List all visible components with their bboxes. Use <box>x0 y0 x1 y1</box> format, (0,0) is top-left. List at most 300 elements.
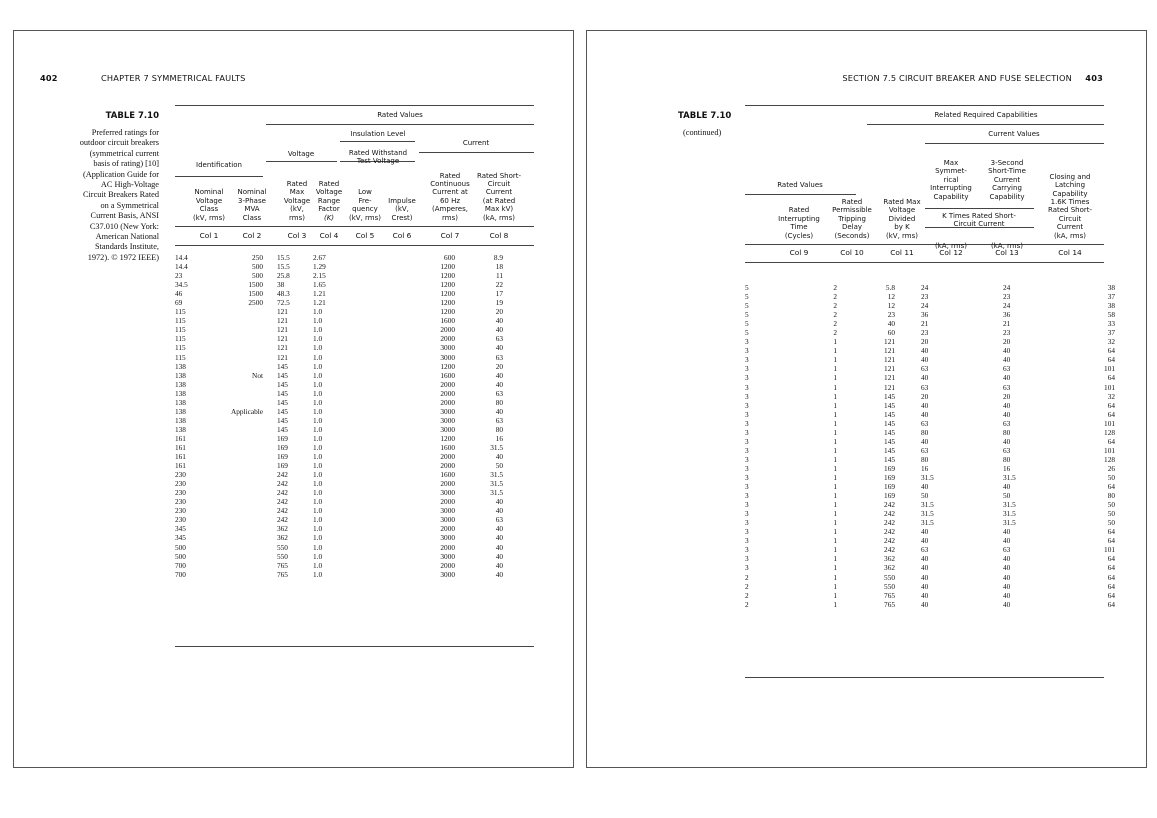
table-cell: 362 <box>884 563 895 573</box>
table-cell: 40 <box>1003 599 1011 609</box>
table-cell: 64 <box>1107 554 1115 564</box>
table-cell: 40 <box>1003 554 1011 564</box>
column-header <box>316 180 342 222</box>
table-cell: 1.0 <box>313 488 323 498</box>
table-cell: 121 <box>884 346 895 356</box>
column-label: Col 1 <box>199 231 219 240</box>
table-cell: 40 <box>1003 436 1011 446</box>
caption-line: Preferred ratings for <box>91 128 159 137</box>
table-cell: 1 <box>833 436 837 446</box>
table-cell: 1 <box>833 527 837 537</box>
column-header-line: Continuous <box>430 180 470 188</box>
column-label: Col 14 <box>1058 248 1082 257</box>
table-cell: 3 <box>745 346 749 356</box>
column-header-line: Delay <box>841 223 863 232</box>
running-head: SECTION 7.5 CIRCUIT BREAKER AND FUSE SELECTION <box>842 73 1072 83</box>
k-times-line: K Times Rated Short- <box>942 212 1016 220</box>
column-label: Col 5 <box>355 231 375 240</box>
table-row <box>745 346 1115 355</box>
table-cell: 20 <box>921 391 929 401</box>
table-cell: 1 <box>833 554 837 564</box>
table-cell: 1.0 <box>313 343 323 353</box>
table-cell: 101 <box>1104 382 1115 392</box>
table-cell: 40 <box>495 506 503 516</box>
table-label: TABLE 7.10 <box>678 111 732 121</box>
table-cell <box>219 334 263 343</box>
table-cell: 1 <box>833 500 837 510</box>
table-cell: 40 <box>1003 373 1011 383</box>
table-cell: 31.5 <box>490 470 503 480</box>
table-cell: 3 <box>745 545 749 555</box>
table-cell: 1200 <box>440 280 455 290</box>
k-times-line: Circuit Current <box>953 220 1005 229</box>
table-cell: 60 <box>887 328 895 338</box>
table-cell: 24 <box>921 301 929 311</box>
table-cell <box>219 353 263 362</box>
table-cell: 145 <box>277 370 288 380</box>
table-cell: 63 <box>921 418 929 428</box>
table-cell: 32 <box>1107 391 1115 401</box>
column-header-line: Voltage <box>283 196 311 205</box>
table-cell: 169 <box>277 452 288 462</box>
table-cell: 145 <box>277 388 288 398</box>
table-cell <box>383 353 413 362</box>
table-cell: 242 <box>277 506 288 516</box>
table-cell: 3 <box>745 337 749 347</box>
table-cell: 50 <box>1107 509 1115 519</box>
table-row <box>175 362 503 371</box>
table-row <box>175 443 503 452</box>
table-cell: 2 <box>745 581 749 591</box>
current-header: Current <box>462 139 490 147</box>
table-row <box>175 515 503 524</box>
table-cell: 1.0 <box>313 560 323 570</box>
table-cell: 24 <box>1003 283 1011 292</box>
table-cell <box>349 416 383 425</box>
table-cell: 64 <box>1107 563 1115 573</box>
table-cell: 31.5 <box>921 518 934 528</box>
column-header-line: Rated Short- <box>476 171 522 180</box>
caption-line: American National <box>95 232 159 242</box>
table-cell: 63 <box>1003 364 1011 374</box>
table-cell: 242 <box>277 479 288 489</box>
table-cell: 3000 <box>440 406 455 416</box>
table-cell: 3 <box>745 509 749 519</box>
column-header-line: Rated Short- <box>1047 206 1093 215</box>
table-cell: 2000 <box>440 325 455 335</box>
table-cell: 1.0 <box>313 415 323 425</box>
column-header-line: 3-Phase <box>238 196 266 205</box>
table-cell <box>383 289 413 298</box>
table-cell: 121 <box>884 337 895 347</box>
table-cell: 1.0 <box>313 479 323 489</box>
column-header <box>883 198 920 240</box>
table-cell: 3 <box>745 373 749 383</box>
table-cell: 550 <box>884 581 895 591</box>
table-row <box>175 371 503 380</box>
table-cell <box>383 533 413 542</box>
table-cell: 80 <box>1107 491 1115 501</box>
table-cell: 64 <box>1107 536 1115 546</box>
table-cell: 80 <box>921 427 929 437</box>
table-cell: 1 <box>833 418 837 428</box>
table-cell <box>349 298 383 307</box>
table-cell: 31.5 <box>921 472 934 482</box>
column-header-line: (Seconds) <box>834 231 870 240</box>
table-cell: 500 <box>252 271 263 281</box>
table-cell: 3 <box>745 554 749 564</box>
table-cell: 64 <box>1107 355 1115 365</box>
column-header-line: Symmet- <box>935 167 967 176</box>
table-cell <box>383 253 413 262</box>
table-cell <box>383 316 413 325</box>
table-cell: 40 <box>1003 346 1011 356</box>
table-cell <box>383 552 413 561</box>
table-cell: 12 <box>887 301 895 311</box>
column-header <box>988 159 1026 201</box>
column-header-line: (Cycles) <box>784 231 814 240</box>
rated-values-rule <box>745 194 856 195</box>
table-cell: 16 <box>1003 463 1011 473</box>
table-cell <box>349 533 383 542</box>
column-header-line: Interrupting <box>778 214 820 223</box>
column-header-line: Voltage <box>888 206 916 215</box>
table-cell: 40 <box>887 319 895 329</box>
table-cell: 46 <box>175 289 183 299</box>
table-cell: 138 <box>175 424 186 434</box>
caption-line: (symmetrical current <box>89 148 159 158</box>
column-header-line: Rated <box>841 198 863 206</box>
column-header-line: Max <box>943 159 959 167</box>
table-cell <box>383 398 413 407</box>
column-header-line: Low <box>358 188 372 197</box>
table-cell <box>349 280 383 289</box>
table-cell <box>219 515 263 524</box>
table-bottom-rule <box>175 646 534 647</box>
table-cell: 115 <box>175 334 186 344</box>
table-cell: 20 <box>495 361 503 371</box>
table-cell: 64 <box>1107 436 1115 446</box>
table-cell: 11 <box>495 271 503 281</box>
table-cell: 48.3 <box>277 289 290 299</box>
table-cell: 1.29 <box>313 262 326 272</box>
table-cell: 1.21 <box>313 298 326 308</box>
table-cell: 242 <box>884 545 895 555</box>
column-header-line: Capability <box>1052 189 1088 198</box>
table-cell: 2 <box>833 319 837 329</box>
table-cell: 169 <box>884 463 895 473</box>
table-row <box>175 452 503 461</box>
table-row <box>745 283 1115 292</box>
column-label: Col 11 <box>890 248 914 257</box>
table-row <box>175 353 503 362</box>
table-cell: 3 <box>745 536 749 546</box>
table-cell: 145 <box>884 400 895 410</box>
table-row <box>175 479 503 488</box>
table-cell: 36 <box>921 310 929 320</box>
table-cell: 1.0 <box>313 397 323 407</box>
table-cell: 1.0 <box>313 361 323 371</box>
table-cell <box>219 416 263 425</box>
table-cell: 1 <box>833 346 837 356</box>
table-cell <box>383 371 413 380</box>
table-cell <box>219 479 263 488</box>
table-row <box>175 325 503 334</box>
table-cell: 2500 <box>248 298 263 308</box>
table-cell: 2000 <box>440 479 455 489</box>
table-row <box>175 407 503 416</box>
table-cell: 2000 <box>440 497 455 507</box>
table-cell: 23 <box>1003 328 1011 338</box>
table-cell <box>219 443 263 452</box>
capability-rule <box>925 208 1034 209</box>
table-cell: 40 <box>921 527 929 537</box>
table-cell: 16 <box>921 463 929 473</box>
column-header-line: Class <box>242 213 262 222</box>
current-values-header: Current Values <box>988 130 1040 138</box>
column-header-line: Impulse <box>388 196 416 205</box>
table-cell: 3 <box>745 491 749 501</box>
caption-line: on a Symmetrical <box>100 200 159 210</box>
table-row <box>745 310 1115 319</box>
table-cell <box>349 524 383 533</box>
column-header-line: Interrupting <box>930 184 972 193</box>
column-header-line: (at Rated <box>482 196 516 205</box>
table-cell: 3000 <box>440 352 455 362</box>
caption-line: outdoor circuit breakers <box>79 138 159 148</box>
table-cell <box>383 262 413 271</box>
table-cell: 115 <box>175 307 186 317</box>
table-cell: 121 <box>884 355 895 365</box>
table-cell <box>349 443 383 452</box>
table-cell: 23 <box>175 271 183 281</box>
table-cell: 500 <box>252 262 263 272</box>
table-cell <box>349 570 383 579</box>
column-header-line: Carrying <box>992 184 1022 193</box>
table-cell <box>349 506 383 515</box>
table-cell: 145 <box>884 418 895 428</box>
table-cell: 64 <box>1107 599 1115 609</box>
column-header-line: (kV, rms) <box>193 213 225 222</box>
table-cell: 1.65 <box>313 280 326 290</box>
table-cell <box>383 443 413 452</box>
table-cell: 40 <box>1003 581 1011 591</box>
table-cell <box>383 334 413 343</box>
table-cell: 1600 <box>440 370 455 380</box>
table-cell: 64 <box>1107 572 1115 582</box>
table-cell: 3 <box>745 482 749 492</box>
table-cell: 31.5 <box>921 500 934 510</box>
table-cell: 22 <box>495 280 503 290</box>
table-cell: 5 <box>745 283 749 292</box>
table-cell: 230 <box>175 506 186 516</box>
table-cell <box>219 497 263 506</box>
table-cell: 138 <box>175 370 186 380</box>
table-cell: 16 <box>495 433 503 443</box>
table-row <box>745 328 1115 337</box>
table-cell: 121 <box>277 316 288 326</box>
table-cell: 1 <box>833 355 837 365</box>
table-cell <box>383 543 413 552</box>
table-row <box>745 545 1115 554</box>
table-cell <box>219 434 263 443</box>
table-cell: 2000 <box>440 524 455 534</box>
table-cell <box>349 371 383 380</box>
table-cell <box>383 380 413 389</box>
table-cell: 1.0 <box>313 524 323 534</box>
table-cell: 765 <box>277 569 288 579</box>
table-cell <box>383 561 413 570</box>
table-cell: 40 <box>921 563 929 573</box>
table-cell: 121 <box>277 325 288 335</box>
table-cell: 2000 <box>440 397 455 407</box>
table-cell: 3 <box>745 355 749 365</box>
table-cell: 2000 <box>440 379 455 389</box>
column-header-line: Rated Max <box>883 198 921 206</box>
column-header-line: Capability <box>933 192 969 201</box>
table-cell: 5 <box>745 310 749 320</box>
table-cell: 3 <box>745 409 749 419</box>
table-cell: 128 <box>1104 454 1115 464</box>
table-cell: 40 <box>921 572 929 582</box>
rated-values-header: Rated Values <box>777 181 823 189</box>
table-row <box>745 301 1115 310</box>
right-page <box>586 30 1147 768</box>
table-cell: 1.0 <box>313 370 323 380</box>
table-row <box>175 271 503 280</box>
table-cell: 145 <box>884 409 895 419</box>
table-cell: 3000 <box>440 506 455 516</box>
table-cell: 145 <box>884 445 895 455</box>
column-header-line: (kV, <box>290 205 304 214</box>
table-cell: 765 <box>277 560 288 570</box>
table-cell: 2000 <box>440 461 455 471</box>
table-row <box>175 524 503 533</box>
table-cell: 1 <box>833 409 837 419</box>
table-row <box>745 573 1115 582</box>
table-cell: 50 <box>1107 500 1115 510</box>
table-cell <box>349 362 383 371</box>
table-row <box>175 497 503 506</box>
table-cell <box>349 479 383 488</box>
table-cell: 23 <box>1003 292 1011 302</box>
table-cell: 1.0 <box>313 497 323 507</box>
table-cell <box>349 452 383 461</box>
table-cell <box>219 552 263 561</box>
table-cell: 40 <box>921 436 929 446</box>
table-row <box>745 383 1115 392</box>
table-cell: 230 <box>175 488 186 498</box>
table-cell: 15.5 <box>277 253 290 262</box>
table-cell <box>349 561 383 570</box>
table-cell: 1.0 <box>313 452 323 462</box>
table-cell <box>219 389 263 398</box>
column-header-line: Factor <box>318 205 340 214</box>
table-cell: 1200 <box>440 307 455 317</box>
table-cell: 115 <box>175 325 186 335</box>
table-cell: 2.67 <box>313 253 326 262</box>
column-label: Col 4 <box>319 231 339 240</box>
column-header-line: rical <box>943 175 959 184</box>
column-label: Col 3 <box>287 231 307 240</box>
table-cell <box>383 497 413 506</box>
table-cell <box>349 470 383 479</box>
left-page <box>13 30 574 768</box>
table-cell: 1 <box>833 482 837 492</box>
table-cell: 1200 <box>440 289 455 299</box>
table-cell: 362 <box>884 554 895 564</box>
page-number: 403 <box>1085 73 1103 83</box>
table-cell: 1 <box>833 445 837 455</box>
table-cell: 40 <box>921 409 929 419</box>
table-cell <box>383 407 413 416</box>
table-cell: 3 <box>745 454 749 464</box>
table-cell: 765 <box>884 599 895 609</box>
table-row <box>175 561 503 570</box>
column-header <box>349 188 381 222</box>
rated-withstand-line: Test Voltage <box>356 157 400 166</box>
table-cell: 1 <box>833 427 837 437</box>
column-header <box>193 188 225 222</box>
table-cell: 121 <box>277 334 288 344</box>
table-cell <box>349 262 383 271</box>
header-bottom-rule <box>175 226 534 227</box>
table-cell: 63 <box>495 334 503 344</box>
table-cell: 20 <box>1003 391 1011 401</box>
table-cell: 121 <box>884 382 895 392</box>
column-header-line: Voltage <box>195 196 223 205</box>
table-cell: 700 <box>175 569 186 579</box>
column-header-line: Circuit <box>1058 214 1082 223</box>
table-cell: 58 <box>1107 310 1115 320</box>
table-cell <box>349 343 383 352</box>
table-cell: 31.5 <box>490 488 503 498</box>
table-cell <box>383 524 413 533</box>
table-cell: 72.5 <box>277 298 290 308</box>
table-cell: 3 <box>745 563 749 573</box>
column-header-line: rms) <box>289 213 305 222</box>
table-cell: 115 <box>175 352 186 362</box>
table-cell <box>383 343 413 352</box>
table-cell: 1.0 <box>313 424 323 434</box>
table-cell: 31.5 <box>1003 472 1016 482</box>
table-cell: 40 <box>1003 355 1011 365</box>
table-cell: 1500 <box>248 280 263 290</box>
table-cell: 242 <box>277 470 288 480</box>
column-header-line: (kV, rms) <box>349 213 381 222</box>
table-cell <box>219 316 263 325</box>
table-cell <box>383 479 413 488</box>
column-header-line: Range <box>317 196 341 205</box>
table-cell: 1.0 <box>313 316 323 326</box>
table-cell: 345 <box>175 533 186 543</box>
table-cell <box>349 307 383 316</box>
column-header-line: Current <box>1056 223 1084 232</box>
table-cell: 145 <box>884 454 895 464</box>
table-cell: 145 <box>884 427 895 437</box>
table-cell <box>383 506 413 515</box>
table-cell <box>383 425 413 434</box>
table-cell: 2000 <box>440 334 455 344</box>
table-row <box>175 425 503 434</box>
table-cell: 362 <box>277 533 288 543</box>
table-cell <box>219 362 263 371</box>
table-row <box>745 527 1115 536</box>
rated-values-rule <box>266 124 534 125</box>
table-cell: 1.0 <box>313 442 323 452</box>
table-cell: 101 <box>1104 545 1115 555</box>
table-cell: 40 <box>921 554 929 564</box>
